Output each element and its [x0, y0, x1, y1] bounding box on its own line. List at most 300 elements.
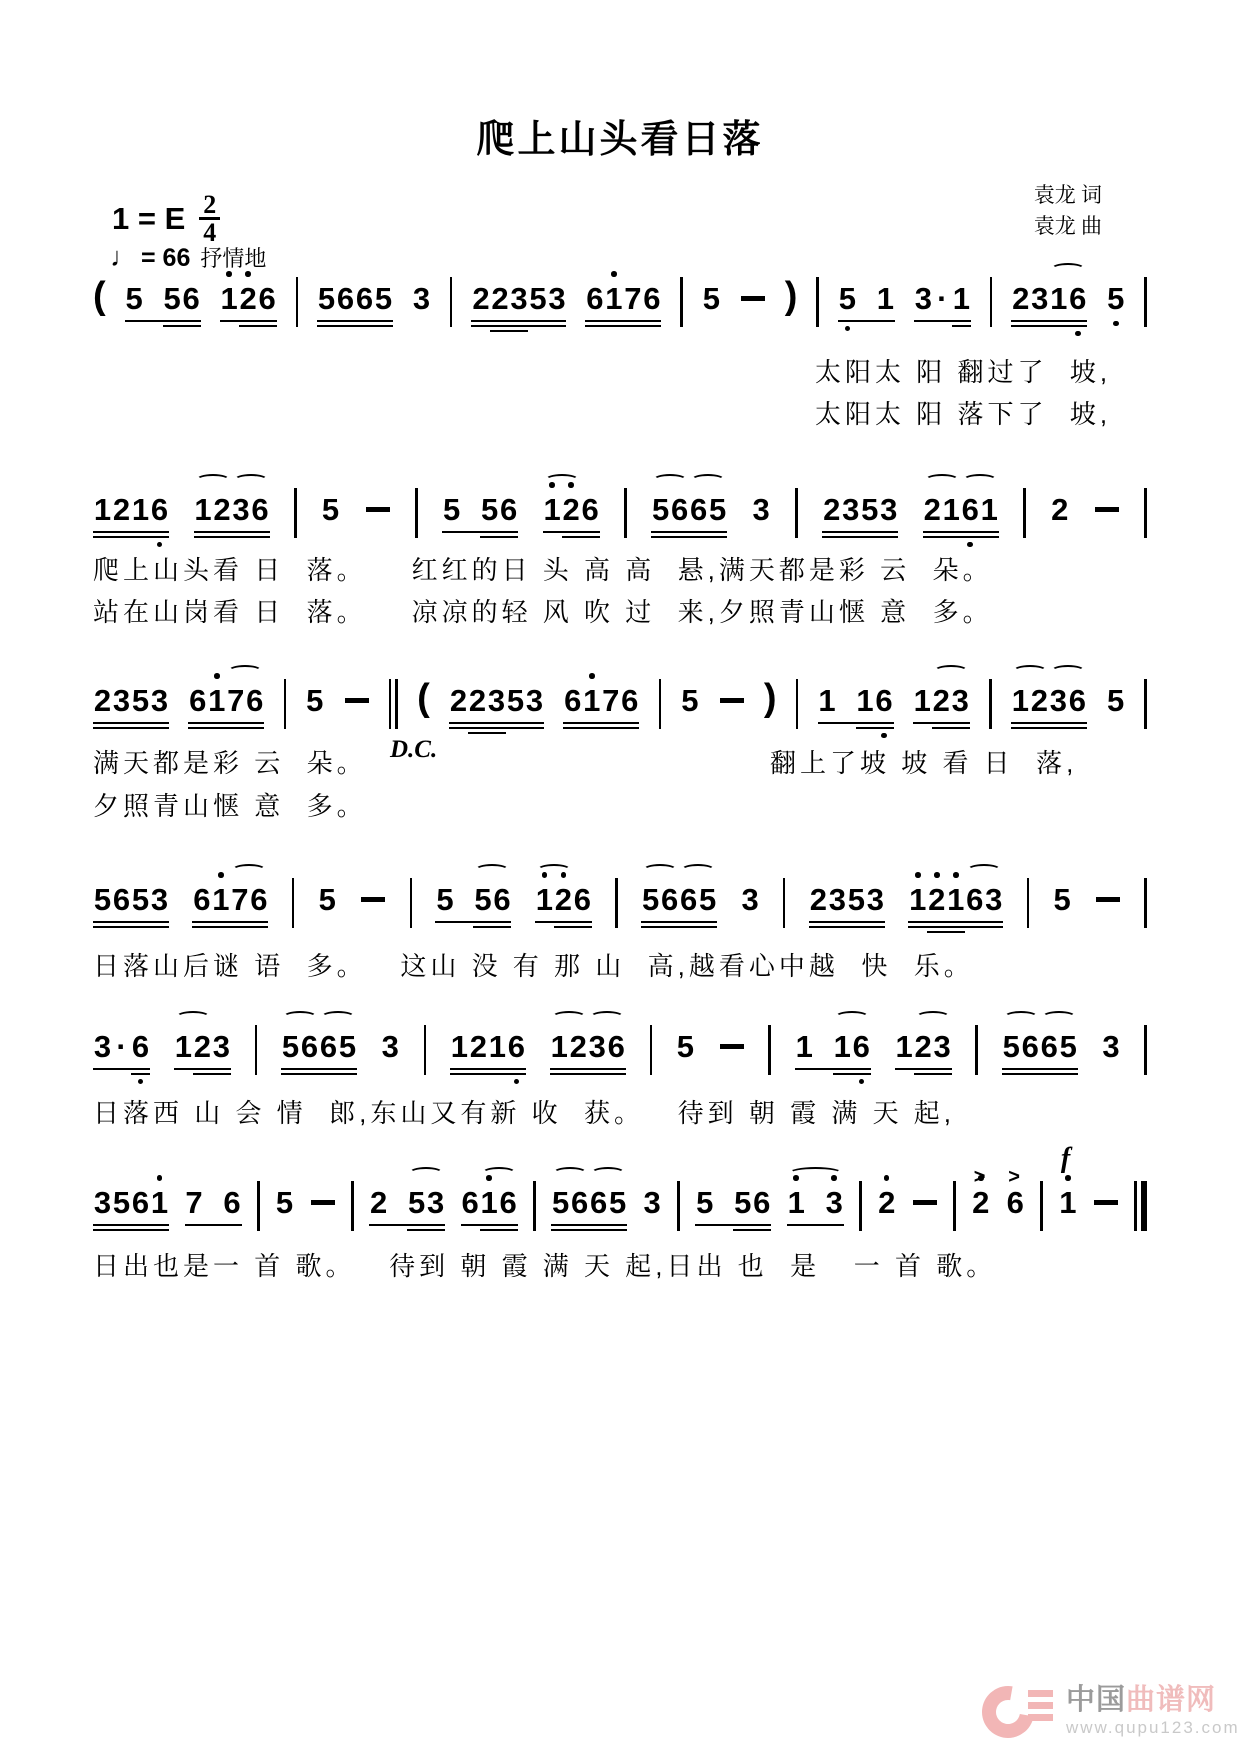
beam-underline	[908, 921, 1003, 924]
slur-arc	[653, 474, 687, 486]
barline	[450, 277, 453, 318]
note-group	[281, 1028, 357, 1066]
note-char: 1	[583, 683, 601, 718]
beam-underline	[543, 531, 600, 534]
note-char: 2	[112, 492, 131, 527]
note-char: 6	[1006, 1185, 1024, 1220]
note-char: 5	[163, 281, 181, 316]
note-char: 1	[1050, 281, 1068, 316]
note-group	[1106, 682, 1125, 720]
barline	[1144, 488, 1147, 529]
note-char: 5	[681, 683, 699, 718]
note-char: 6	[193, 882, 211, 917]
note-char: 6	[223, 1185, 241, 1220]
beam-underline	[369, 1224, 445, 1227]
beam-underline	[822, 531, 898, 534]
time-signature	[199, 192, 220, 245]
note-char: 6	[499, 1185, 517, 1220]
note-char: 6	[875, 683, 893, 718]
note-char: 6	[573, 882, 591, 917]
note-group	[442, 491, 518, 529]
note-char: 5	[609, 1185, 627, 1220]
note-char: 3	[588, 1029, 606, 1064]
music-row	[93, 276, 1147, 318]
barline-stroke	[624, 488, 627, 538]
beam-underline	[93, 1068, 150, 1071]
beam-underline	[809, 926, 885, 929]
octave-dot-above	[953, 872, 959, 878]
barline-stroke	[410, 878, 413, 928]
note-char: 5	[734, 1185, 752, 1220]
beam-underline	[895, 1068, 952, 1071]
note-char: 6	[189, 683, 207, 718]
note-group	[1011, 682, 1087, 720]
song-title: 爬上山头看日落	[476, 119, 764, 161]
note-char: 5	[1059, 1029, 1077, 1064]
note-group	[318, 881, 337, 919]
note-group	[895, 1028, 952, 1066]
beam-underline	[795, 1068, 871, 1071]
slur-arc	[643, 864, 677, 876]
note-group	[822, 491, 898, 529]
note-group	[741, 881, 760, 919]
dc-marking: D.C.	[390, 736, 438, 763]
site-url: www.qupu123.com	[1066, 1717, 1240, 1737]
barline-stroke	[1144, 277, 1147, 327]
barline-stroke	[816, 277, 819, 327]
note-group	[93, 881, 169, 919]
beam-underline	[822, 536, 898, 539]
barline-stroke	[389, 679, 392, 729]
barline	[1040, 1181, 1043, 1222]
key-tonic: 1 = E	[112, 200, 186, 236]
note-char: 6	[753, 1185, 771, 1220]
note-char: 5	[1107, 281, 1125, 316]
note-char: 2	[972, 1185, 990, 1220]
note-char: 5	[474, 882, 492, 917]
note-char: 7	[227, 683, 245, 718]
beam-underline	[562, 536, 600, 539]
octave-dot-above	[214, 673, 220, 679]
barline	[816, 277, 819, 318]
note-char: 2	[491, 281, 509, 316]
note-char: 5	[321, 492, 340, 527]
note-group	[93, 1028, 150, 1066]
octave-dot-below	[967, 542, 973, 548]
note-char: 3	[412, 281, 431, 316]
note-char: 2	[239, 281, 257, 316]
barline-stroke	[255, 1025, 258, 1075]
note-group	[93, 1184, 169, 1222]
note-char: 2	[93, 683, 112, 718]
note-group	[317, 280, 393, 318]
beam-underline	[125, 320, 201, 323]
barline-stroke	[1144, 488, 1147, 538]
beam-underline	[952, 325, 971, 328]
note-char: 6	[571, 1185, 589, 1220]
meter-numerator: 2	[199, 192, 220, 220]
phrase-paren: (	[93, 275, 106, 317]
lyric-line: 站在山岗看 日 落。 凉凉的轻 风 吹 过 来,夕照青山惬 意 多。	[93, 597, 993, 627]
note-char: 6	[300, 1029, 319, 1064]
beam-underline	[1011, 727, 1087, 730]
note-char: 1	[833, 1029, 851, 1064]
beam-underline	[551, 1229, 627, 1232]
note-char: 1	[787, 1185, 805, 1220]
note-char: 5	[480, 492, 499, 527]
slur-arc	[1042, 1011, 1076, 1023]
phrase-paren: (	[417, 677, 430, 719]
beam-underline	[913, 722, 970, 725]
slur-arc	[482, 1167, 516, 1179]
note-char: 1	[488, 1029, 506, 1064]
dash-note	[365, 491, 391, 529]
note-char: 3	[914, 281, 932, 316]
watermark-text	[1066, 1685, 1240, 1738]
note-group	[1006, 1166, 1025, 1222]
note-char: 1	[1059, 1185, 1077, 1220]
note-char: 7	[602, 683, 620, 718]
note-group	[471, 280, 566, 318]
note-char: 5	[131, 882, 150, 917]
note-char: 1	[194, 492, 212, 527]
note-char: 3	[487, 683, 506, 718]
phrase-paren: )	[784, 275, 798, 317]
note-char: 6	[493, 882, 511, 917]
note-char: ·	[937, 281, 948, 316]
note-group	[321, 491, 340, 529]
note-char: 5	[281, 1029, 300, 1064]
dash-note	[719, 682, 745, 720]
note-group	[563, 682, 639, 720]
barline	[294, 488, 297, 529]
note-char: ·	[116, 1029, 127, 1064]
note-char: 5	[642, 882, 660, 917]
barline-stroke	[284, 679, 287, 729]
beam-underline	[93, 926, 169, 929]
note-group	[795, 1028, 871, 1066]
beam-underline	[1011, 722, 1087, 725]
note-group	[1106, 280, 1125, 318]
music-row	[93, 678, 1147, 720]
slur-arc	[228, 665, 262, 677]
note-char: 5	[676, 1029, 694, 1064]
barline-stroke	[768, 1025, 771, 1075]
barline-stroke	[659, 679, 662, 729]
note-group	[220, 280, 277, 318]
beam-underline	[651, 536, 727, 539]
note-char: 6	[461, 1185, 479, 1220]
note-char: 6	[590, 1185, 608, 1220]
barline-stroke	[533, 1181, 536, 1231]
lyric-line: 日落西 山 会 情 郎,东山又有新 收 获。 待到 朝 霞 满 天 起,	[93, 1098, 956, 1128]
barline-stroke	[1023, 488, 1026, 538]
note-char: 5	[1053, 882, 1071, 917]
beam-underline	[856, 727, 894, 730]
barline	[257, 1181, 260, 1222]
barline-stroke	[1040, 1181, 1043, 1231]
beam-underline	[1002, 1068, 1078, 1071]
music-system-5	[93, 1025, 1147, 1066]
note-group	[1050, 491, 1069, 529]
note-char: 5	[1106, 683, 1125, 718]
beam-underline	[914, 1073, 952, 1076]
note-char: 2	[823, 492, 841, 527]
octave-dot-below	[514, 1079, 520, 1085]
beam-underline	[449, 722, 544, 725]
note-char: 6	[661, 882, 679, 917]
note-char: 1	[909, 882, 927, 917]
barline-stroke	[296, 277, 299, 327]
music-system-3	[93, 678, 1147, 720]
octave-dot-above	[611, 271, 617, 277]
barline	[1027, 878, 1030, 919]
note-group	[192, 881, 268, 919]
site-name-primary: 中国	[1066, 1683, 1127, 1716]
beam-underline	[194, 536, 270, 539]
slur-arc	[789, 1167, 842, 1179]
qupu-logo-icon	[982, 1680, 1058, 1742]
note-char: 5	[552, 1185, 570, 1220]
note-group	[643, 1184, 662, 1222]
note-char: 3	[985, 882, 1003, 917]
lyric-line: 爬上山头看 日 落。 红红的日 头 高 高 悬,满天都是彩 云 朵。	[93, 555, 993, 585]
note-group	[461, 1184, 518, 1222]
note-group	[449, 682, 544, 720]
beam-underline	[93, 536, 169, 539]
note-char: 1	[535, 882, 553, 917]
barline	[292, 878, 295, 919]
slur-arc	[552, 1011, 586, 1023]
beam-underline	[554, 926, 592, 929]
note-group	[125, 280, 201, 318]
music-system-2	[93, 488, 1147, 529]
note-char: 6	[319, 1029, 338, 1064]
barline-stroke	[1144, 1025, 1147, 1075]
note-group	[188, 682, 264, 720]
slur-arc	[196, 474, 230, 486]
note-char: 7	[624, 281, 642, 316]
note-char: 3	[951, 683, 969, 718]
note-char: 7	[231, 882, 249, 917]
slur-arc	[545, 474, 579, 486]
slur-arc	[234, 474, 268, 486]
barline-stroke	[257, 1181, 260, 1231]
slur-arc	[590, 1011, 624, 1023]
slur-arc	[925, 474, 959, 486]
final-barline	[1134, 1181, 1147, 1222]
note-char: 5	[838, 281, 856, 316]
beam-underline	[551, 1224, 627, 1227]
octave-dot-above	[915, 872, 921, 878]
accent-mark: >	[973, 1166, 986, 1188]
barline-stroke	[292, 878, 295, 928]
note-char: 5	[847, 882, 865, 917]
barline-stroke	[450, 277, 453, 327]
note-group	[93, 682, 169, 720]
barline-stroke	[351, 1181, 354, 1231]
lyric-line: 日落山后谜 语 多。 这山 没 有 那 山 高,越看心中越 快 乐。	[93, 951, 974, 981]
beam-underline	[192, 926, 268, 929]
music-system-6	[93, 1143, 1147, 1222]
note-char: 2	[369, 1185, 388, 1220]
note-char: 3	[150, 882, 169, 917]
note-group	[838, 280, 895, 318]
barline-stroke	[859, 1181, 862, 1231]
note-char: 1	[856, 683, 874, 718]
lyricist-credit: 袁龙 词	[1033, 183, 1102, 207]
note-char: 1	[980, 492, 998, 527]
barline-stroke	[953, 1181, 956, 1231]
beam-underline	[818, 722, 894, 725]
beam-underline	[93, 1224, 169, 1227]
note-char: 1	[947, 882, 965, 917]
barline	[989, 679, 992, 720]
note-char: 1	[450, 1029, 468, 1064]
note-char: 5	[861, 492, 879, 527]
dash-note	[1093, 1184, 1119, 1222]
note-char: 3	[1102, 1029, 1120, 1064]
note-char: 6	[1068, 683, 1086, 718]
note-char: 1	[818, 683, 836, 718]
note-char: 3	[752, 492, 770, 527]
beam-underline	[281, 1068, 357, 1071]
beam-underline	[93, 727, 169, 730]
note-char: 6	[150, 492, 169, 527]
note-char: 6	[564, 683, 582, 718]
octave-dot-above	[884, 1175, 890, 1181]
note-char: 6	[680, 882, 698, 917]
barline	[680, 277, 683, 318]
expression-marking: 抒情地	[200, 246, 267, 271]
dash-note	[1095, 881, 1121, 919]
note-char: 1	[550, 1029, 568, 1064]
note-char: 6	[1069, 281, 1087, 316]
beam-underline	[651, 531, 727, 534]
barline-stroke	[680, 277, 683, 327]
barline-stroke	[1144, 679, 1147, 729]
beam-underline	[93, 1229, 169, 1232]
note-char: 6	[112, 882, 131, 917]
note-char: 3	[525, 683, 544, 718]
note-char: 5	[338, 1029, 357, 1064]
note-char: 2	[569, 1029, 587, 1064]
slur-arc	[835, 1011, 869, 1023]
beam-underline	[563, 722, 639, 725]
beam-underline	[927, 931, 965, 934]
dash-note	[912, 1184, 938, 1222]
note-char: 5	[1002, 1029, 1020, 1064]
note-char: 1	[876, 281, 894, 316]
beam-underline	[93, 531, 169, 534]
lyric-line: 满天都是彩 云 朵。	[93, 748, 367, 778]
note-char: 6	[507, 1029, 525, 1064]
slur-arc	[321, 1011, 355, 1023]
barline-stroke	[783, 878, 786, 928]
barline-stroke	[795, 488, 798, 538]
barline-stroke	[415, 488, 418, 538]
music-system-1	[93, 276, 1147, 318]
barline	[659, 679, 662, 720]
beam-underline	[192, 921, 268, 924]
slur-arc	[916, 1011, 950, 1023]
beam-underline	[641, 921, 717, 924]
note-char: 1	[543, 492, 561, 527]
slur-arc	[934, 665, 968, 677]
note-char: 6	[671, 492, 689, 527]
octave-dot-below	[138, 1079, 144, 1085]
lyric-line: 太阳太 阳 落下了 坡,	[815, 399, 1112, 429]
barline	[795, 488, 798, 529]
beam-underline	[480, 536, 518, 539]
beam-underline	[93, 722, 169, 725]
barline-stroke	[1141, 1181, 1147, 1231]
octave-dot-above	[218, 872, 224, 878]
barline	[410, 878, 413, 919]
accent-mark: >	[1008, 1166, 1020, 1188]
barline	[424, 1025, 427, 1066]
barline	[533, 1181, 536, 1222]
barline-stroke	[395, 679, 398, 729]
dash-note	[1094, 491, 1120, 529]
tempo-value: = 66	[141, 244, 191, 272]
slur-arc	[553, 1167, 587, 1179]
note-group	[702, 280, 721, 318]
beam-underline	[461, 1224, 518, 1227]
barline	[1144, 878, 1147, 919]
note-char: 3	[112, 683, 131, 718]
barline-stroke	[294, 488, 297, 538]
note-group	[275, 1184, 294, 1222]
music-system-4	[93, 878, 1147, 919]
note-char: 2	[932, 683, 950, 718]
note-char: 5	[112, 1185, 131, 1220]
note-char: 5	[442, 492, 461, 527]
beam-underline	[1002, 1073, 1078, 1076]
note-group	[1058, 1143, 1077, 1222]
note-char: 3	[866, 882, 884, 917]
note-char: 5	[275, 1185, 294, 1220]
barline	[255, 1025, 258, 1066]
music-row	[93, 1143, 1147, 1222]
note-char: 2	[562, 492, 580, 527]
note-char: 6	[961, 492, 979, 527]
note-char: 2	[878, 1185, 896, 1220]
note-char: 3	[150, 683, 169, 718]
barline	[624, 488, 627, 529]
note-char: 3	[933, 1029, 951, 1064]
note-char: 3	[828, 882, 846, 917]
beam-underline	[550, 1073, 626, 1076]
slur-arc	[1051, 665, 1085, 677]
note-char: 6	[607, 1029, 625, 1064]
octave-dot-above	[157, 1175, 163, 1181]
slur-arc	[1013, 665, 1047, 677]
note-char: 5	[696, 1185, 714, 1220]
beam-underline	[787, 1224, 844, 1227]
beam-underline	[550, 1068, 626, 1071]
beam-underline	[239, 325, 277, 328]
note-char: 1	[795, 1029, 813, 1064]
dash-note	[360, 881, 386, 919]
octave-dot-above	[245, 271, 251, 277]
note-group	[435, 881, 511, 919]
barline-stroke	[650, 1025, 653, 1075]
slur-arc	[232, 864, 266, 876]
note-char: 6	[690, 492, 708, 527]
slur-arc	[691, 474, 725, 486]
note-char: 3	[212, 1029, 230, 1064]
